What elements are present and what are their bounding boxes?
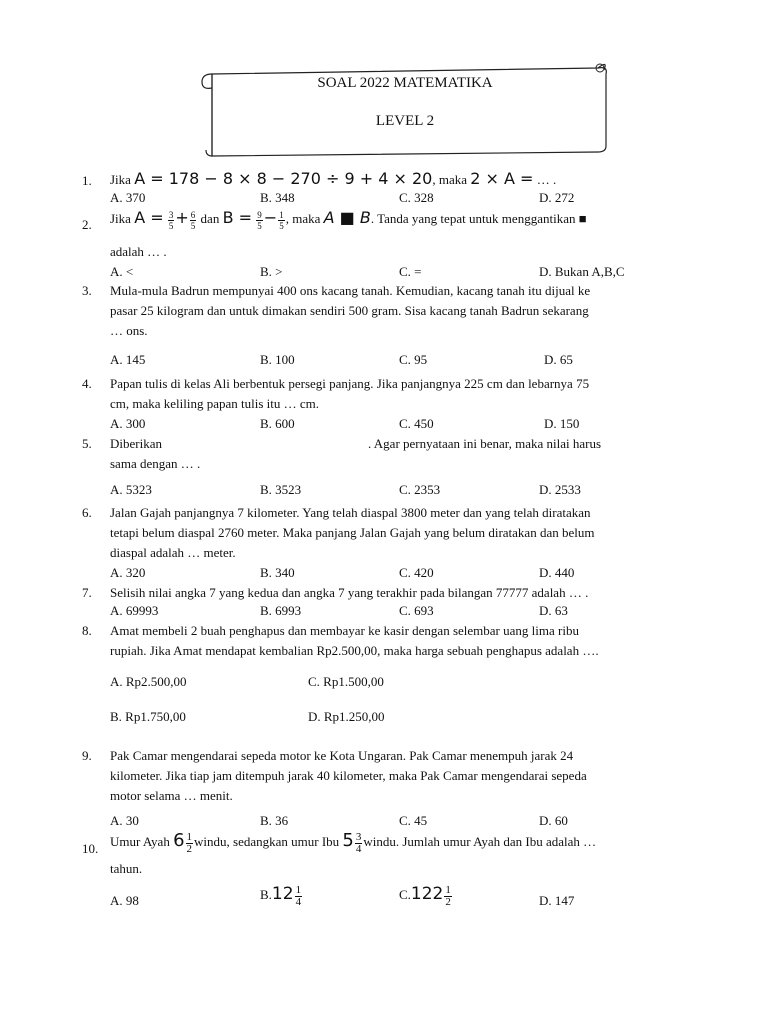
option-c[interactable]: C. 693 — [399, 603, 434, 618]
option-d[interactable]: D. 2533 — [539, 482, 581, 497]
option-a[interactable]: A. < — [110, 264, 134, 279]
question-text-line: tahun. — [110, 861, 143, 876]
option-c[interactable]: C. 328 — [399, 190, 434, 205]
option-a[interactable]: A. 69993 — [110, 603, 159, 618]
question-text-line: tetapi belum diaspal 2760 meter. Maka panjang Jalan Gajah yang belum diratakan dan belum — [110, 525, 595, 540]
option-d[interactable]: D. Rp1.250,00 — [308, 709, 385, 724]
question-text-line: adalah … . — [110, 244, 167, 259]
question-text-line: diaspal adalah … meter. — [110, 545, 236, 560]
option-c[interactable]: C.122 $\frac{1}{2}$ — [399, 883, 451, 908]
question-number: 3. — [82, 283, 92, 298]
question-number: 1. — [82, 173, 92, 188]
expression: A = 178 − 8 × 8 − 270 ÷ 9 + 4 × 20 — [134, 169, 433, 188]
question-text-line: sama dengan … . — [110, 456, 201, 471]
fraction: $\frac{3}{4}$ — [355, 830, 362, 855]
question-number: 5. — [82, 436, 92, 451]
question-text-line: Amat membeli 2 buah penghapus dan membayar ke kasir dengan selembar uang lima ribu — [110, 623, 579, 638]
question-text-line: pasar 25 kilogram dan untuk dimakan sendiri 500 gram. Sisa kacang tanah Badrun sekarang — [110, 303, 589, 318]
option-c[interactable]: C. 95 — [399, 352, 428, 367]
option-b[interactable]: B. 6993 — [260, 603, 302, 618]
question-number: 2. — [82, 217, 92, 232]
question-text-line: cm, maka keliling papan tulis itu … cm. — [110, 396, 320, 411]
option-d[interactable]: D. Bukan A,B,C — [539, 264, 625, 279]
question-text-line: Pak Camar mengendarai sepeda motor ke Kota Ungaran. Pak Camar menempuh jarak 24 — [110, 748, 574, 763]
option-d[interactable]: D. 440 — [539, 565, 575, 580]
option-a[interactable]: A. 5323 — [110, 482, 152, 497]
title-banner — [198, 60, 612, 160]
fraction: $\frac{9}{5}$ — [257, 209, 262, 231]
option-d[interactable]: D. 63 — [539, 603, 568, 618]
option-b[interactable]: B. Rp1.750,00 — [110, 709, 186, 724]
question-text-line: motor selama … menit. — [110, 788, 233, 803]
option-b[interactable]: B. 340 — [260, 565, 295, 580]
option-a[interactable]: A. 30 — [110, 813, 139, 828]
question-text-line: Selisih nilai angka 7 yang kedua dan angka 7 yang terakhir pada bilangan 77777 adalah … . — [110, 585, 589, 600]
question-number: 4. — [82, 376, 92, 391]
fraction: $\frac{1}{2}$ — [186, 830, 193, 855]
question-number: 7. — [82, 585, 92, 600]
option-d[interactable]: D. 147 — [539, 893, 575, 908]
option-c[interactable]: C. 2353 — [399, 482, 441, 497]
option-d[interactable]: D. 150 — [544, 416, 580, 431]
page-level: LEVEL 2 — [375, 113, 435, 129]
option-d[interactable]: D. 60 — [539, 813, 568, 828]
fraction: $\frac{6}{5}$ — [190, 209, 196, 231]
question-text-line: kilometer. Jika tiap jam ditempuh jarak 40 kilometer, maka Pak Camar mengendarai sepeda — [110, 768, 587, 783]
option-b[interactable]: B.12 $\frac{1}{4}$ — [260, 883, 302, 908]
question-text-line: Papan tulis di kelas Ali berbentuk persegi panjang. Jika panjangnya 225 cm dan lebarnya 75 — [110, 376, 590, 391]
question-text-line: Mula-mula Badrun mempunyai 400 ons kacang tanah. Kemudian, kacang tanah itu dijual ke — [110, 283, 591, 298]
option-b[interactable]: B. 348 — [260, 190, 295, 205]
question-text-line: . Agar pernyataan ini benar, maka nilai harus — [368, 436, 602, 451]
question-text-line: Diberikan — [110, 436, 162, 451]
fraction: $\frac{1}{2}$ — [445, 883, 451, 908]
option-c[interactable]: C. Rp1.500,00 — [308, 674, 384, 689]
option-a[interactable]: A. 370 — [110, 190, 146, 205]
question-number: 6. — [82, 505, 92, 520]
option-c[interactable]: C. 45 — [399, 813, 428, 828]
question-text-line: Jalan Gajah panjangnya 7 kilometer. Yang telah diaspal 3800 meter dan yang telah diratakan — [110, 505, 591, 520]
question-text: Umur Ayah 6 $\frac{1}{2}$ windu, sedangkan umur Ibu 5 $\frac{3}{4}$ windu. Jumlah umur Ayah dan Ibu adalah … — [110, 830, 597, 855]
option-a[interactable]: A. 320 — [110, 565, 146, 580]
fraction: $\frac{1}{5}$ — [279, 209, 284, 231]
option-a[interactable]: A. Rp2.500,00 — [110, 674, 187, 689]
question-text-line: rupiah. Jika Amat mendapat kembalian Rp2.500,00, maka harga sebuah penghapus adalah …. — [110, 643, 599, 658]
page-title: SOAL 2022 MATEMATIKA — [317, 75, 493, 91]
option-d[interactable]: D. 65 — [544, 352, 573, 367]
option-b[interactable]: B. 36 — [260, 813, 289, 828]
option-b[interactable]: B. 100 — [260, 352, 295, 367]
fraction: $\frac{3}{5}$ — [168, 209, 174, 231]
expression: 2 × A = — [470, 169, 534, 188]
option-b[interactable]: B. > — [260, 264, 283, 279]
fraction: $\frac{1}{4}$ — [295, 883, 302, 908]
option-c[interactable]: C. = — [399, 264, 422, 279]
option-b[interactable]: B. 3523 — [260, 482, 302, 497]
question-number: 8. — [82, 623, 92, 638]
question-text: Jika A = 178 − 8 × 8 − 270 ÷ 9 + 4 × 20, maka 2 × A = … . — [110, 169, 557, 188]
option-d[interactable]: D. 272 — [539, 190, 575, 205]
question-number: 9. — [82, 748, 92, 763]
option-a[interactable]: A. 98 — [110, 893, 139, 908]
question-number: 10. — [82, 841, 99, 856]
question-text-line: … ons. — [110, 323, 148, 338]
option-c[interactable]: C. 420 — [399, 565, 434, 580]
option-b[interactable]: B. 600 — [260, 416, 295, 431]
option-a[interactable]: A. 145 — [110, 352, 146, 367]
option-a[interactable]: A. 300 — [110, 416, 146, 431]
question-text: Jika A = $\frac{3}{5}$ + $\frac{6}{5}$ dan B = $\frac{9}{5}$ − $\frac{1}{5}$ , maka A ■ B. Tanda yang tepat untuk menggantikan ■ — [110, 208, 587, 231]
option-c[interactable]: C. 450 — [399, 416, 434, 431]
